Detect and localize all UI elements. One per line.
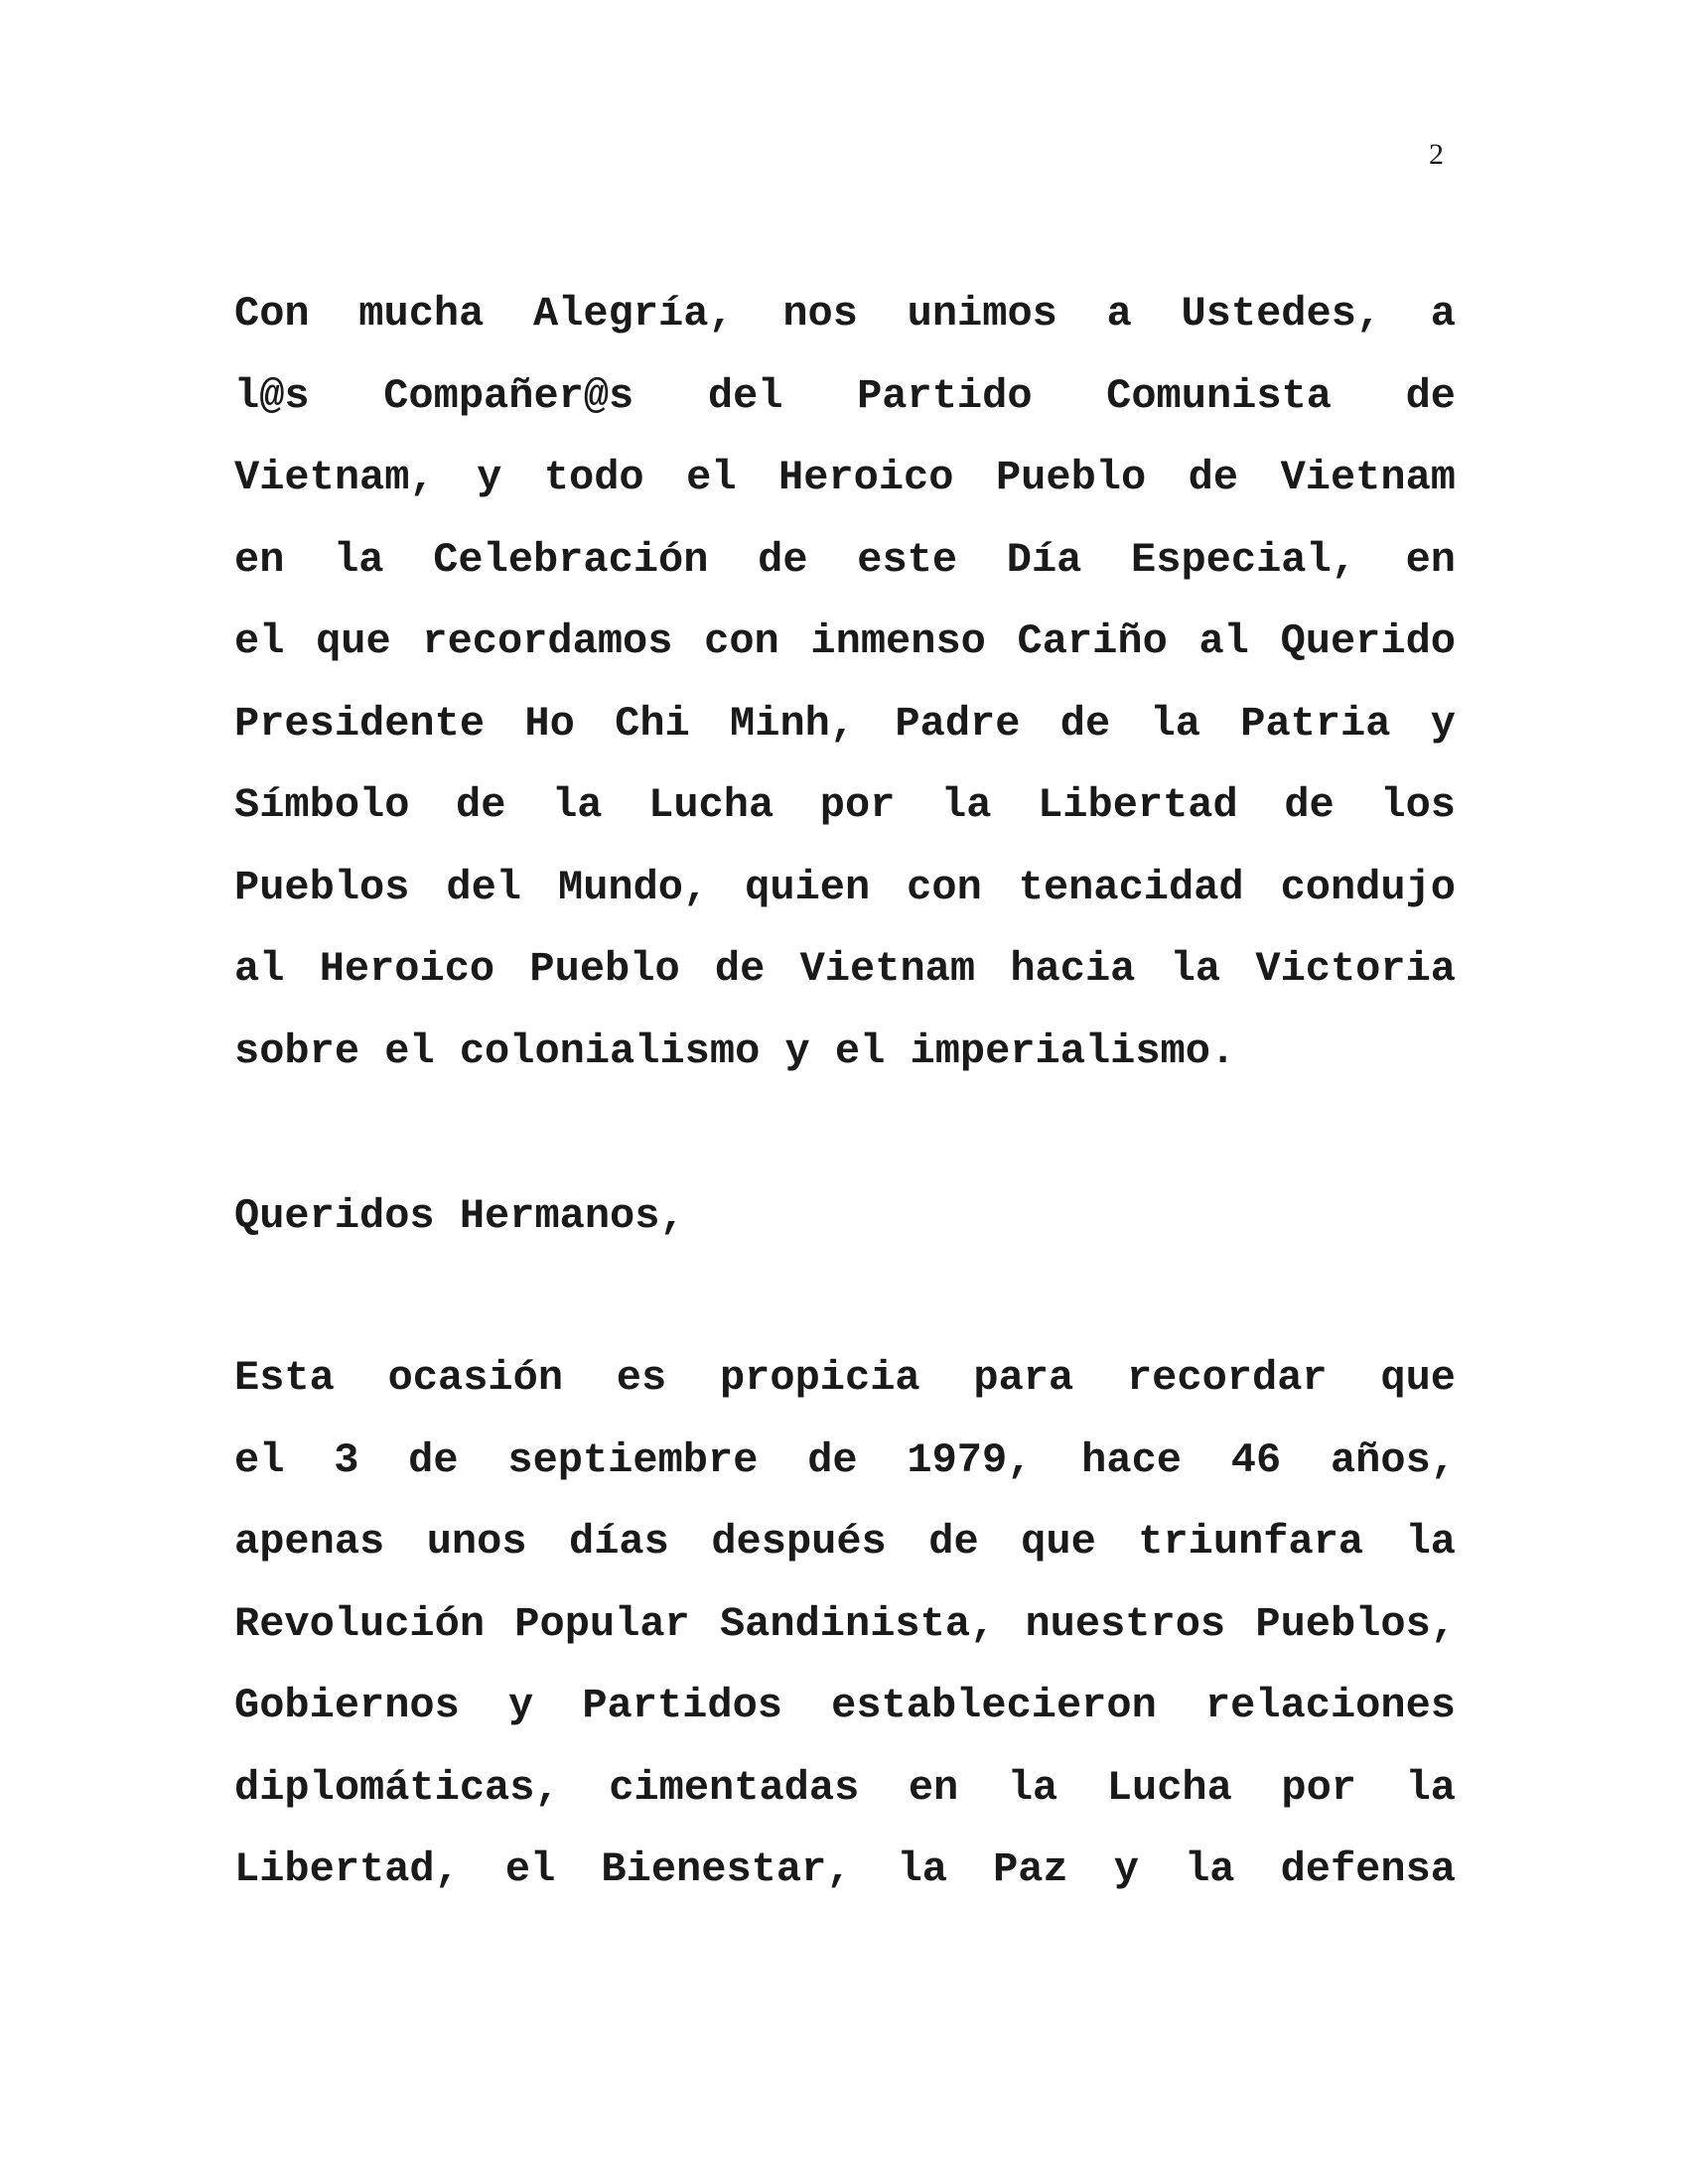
- text-line: Vietnam, y todo el Heroico Pueblo de Vietnam: [234, 454, 1456, 501]
- text-line: l@s Compañer@s del Partido Comunista de: [234, 371, 1456, 420]
- text-line: en la Celebración de este Día Especial, en: [234, 535, 1456, 584]
- text-line: sobre el colonialismo y el imperialismo.: [234, 1026, 1236, 1075]
- text-line: apenas unos días después de que triunfara la: [234, 1518, 1456, 1566]
- salutation: [234, 1175, 1456, 1258]
- text-line: Esta ocasión es propicia para recordar que: [234, 1354, 1456, 1402]
- text-line: al Heroico Pueblo de Vietnam hacia la Victoria: [234, 945, 1456, 993]
- text-line: el 3 de septiembre de 1979, hace 46 años,: [234, 1435, 1456, 1484]
- text-line: Revolución Popular Sandinista, nuestros Pueblos,: [234, 1599, 1456, 1648]
- paragraph-2: [234, 1337, 1456, 1911]
- text-line: Con mucha Alegría, nos unimos a Ustedes, a: [234, 290, 1456, 338]
- text-line: Pueblos del Mundo, quien con tenacidad condujo: [234, 863, 1456, 911]
- salutation-line: Queridos Hermanos,: [234, 1192, 685, 1240]
- paragraph-1: [234, 273, 1456, 1092]
- text-line: Símbolo de la Lucha por la Libertad de los: [234, 781, 1456, 829]
- text-line: Presidente Ho Chi Minh, Padre de la Patria y: [234, 699, 1456, 748]
- text-line: diplomáticas, cimentadas en la Lucha por la: [234, 1763, 1456, 1812]
- page-number: 2: [1429, 138, 1444, 171]
- text-line: Libertad, el Bienestar, la Paz y la defensa: [234, 1845, 1456, 1893]
- text-line: Gobiernos y Partidos establecieron relaciones: [234, 1682, 1456, 1729]
- text-line: el que recordamos con inmenso Cariño al Querido: [234, 617, 1456, 665]
